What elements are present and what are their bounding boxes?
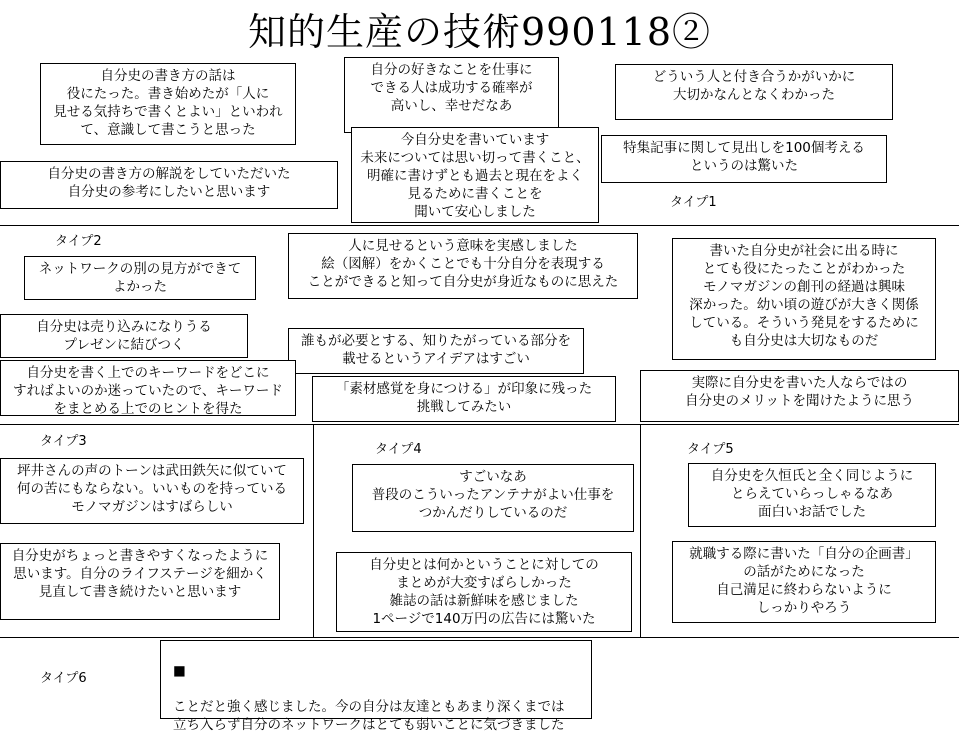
type-label-1: タイプ1 <box>670 195 717 210</box>
comment-note: 自分史の書き方の解説をしていただいた 自分史の参考にしたいと思います <box>0 161 338 209</box>
comment-note: 自分史とは何かということに対しての まとめが大変すばらしかった 雑誌の話は新鮮味を感じました 1ページで140万円の広告には驚いた <box>336 552 632 632</box>
divider-col-2 <box>640 424 641 637</box>
type-label-5: タイプ5 <box>687 442 734 457</box>
divider-row-2 <box>0 424 959 425</box>
comment-note: 坪井さんの声のトーンは武田鉄矢に似ていて 何の苦にもならない。いいものを持っている モノマガジンはすばらしい <box>0 458 304 524</box>
comment-note: 今自分史を書いています 未来については思い切って書くこと、 明確に書けずとも過去と現在をよく 見るために書くことを 聞いて安心しました <box>351 127 599 223</box>
type-label-2: タイプ2 <box>55 234 102 249</box>
comment-note: 実際に自分史を書いた人ならではの 自分史のメリットを聞けたように思う <box>640 370 959 422</box>
comment-note: 自分史は売り込みになりうる プレゼンに結びつく <box>0 314 248 358</box>
comment-note <box>160 640 592 733</box>
comment-note: 人に見せるという意味を実感しました 絵（図解）をかくことでも十分自分を表現する ことができると知って自分史が身近なものに思えた <box>288 233 638 299</box>
comment-note: どういう人と付き合うかがいかに 大切かなんとなくわかった <box>615 64 893 120</box>
divider-row-3 <box>0 637 959 638</box>
comment-note: 誰もが必要とする、知りたがっている部分を 載せるというアイデアはすごい <box>288 328 584 374</box>
note-header-mark: ■ <box>173 663 186 679</box>
note-text: ことだと強く感じました。今の自分は友達ともあまり深くまでは 立ち入らず自分のネットワークはとても弱いことに気づきました <box>173 699 565 733</box>
page-title: 知的生産の技術990118② <box>247 10 712 54</box>
divider-row-1 <box>0 225 959 226</box>
comment-note: 自分史がちょっと書きやすくなったように 思います。自分のライフステージを細かく 見直して書き続けたいと思います <box>0 543 280 620</box>
comment-note: 自分史の書き方の話は 役にたった。書き始めたが「人に 見せる気持ちで書くとよい」といわれ て、意識して書こうと思った <box>40 63 296 145</box>
comment-note: 自分の好きなことを仕事に できる人は成功する確率が 高いし、幸せだなあ <box>344 57 559 133</box>
divider-col-1 <box>313 424 314 637</box>
comment-note: 自分史を書く上でのキーワードをどこに すればよいのか迷っていたので、キーワード をまとめる上でのヒントを得た <box>0 360 296 416</box>
type-label-6: タイプ6 <box>40 671 87 686</box>
type-label-3: タイプ3 <box>40 434 87 449</box>
comment-note: すごいなあ 普段のこういったアンテナがよい仕事を つかんだりしているのだ <box>352 464 634 532</box>
type-label-4: タイプ4 <box>375 442 422 457</box>
comment-note: 就職する際に書いた「自分の企画書」 の話がためになった 自己満足に終わらないように しっかりやろう <box>672 541 936 623</box>
comment-note: 特集記事に関して見出しを100個考える というのは驚いた <box>601 135 887 183</box>
comment-note: 書いた自分史が社会に出る時に とても役にたったことがわかった モノマガジンの創刊の経過は興味 深かった。幼い頃の遊びが大きく関係 している。そういう発見をするために も自分史は大切なものだ <box>672 238 936 360</box>
comment-note: ネットワークの別の見方ができて よかった <box>24 256 256 300</box>
comment-note: 「素材感覚を身につける」が印象に残った 挑戦してみたい <box>312 376 616 422</box>
comment-note: 自分史を久恒氏と全く同じように とらえていらっしゃるなあ 面白いお話でした <box>688 463 936 527</box>
